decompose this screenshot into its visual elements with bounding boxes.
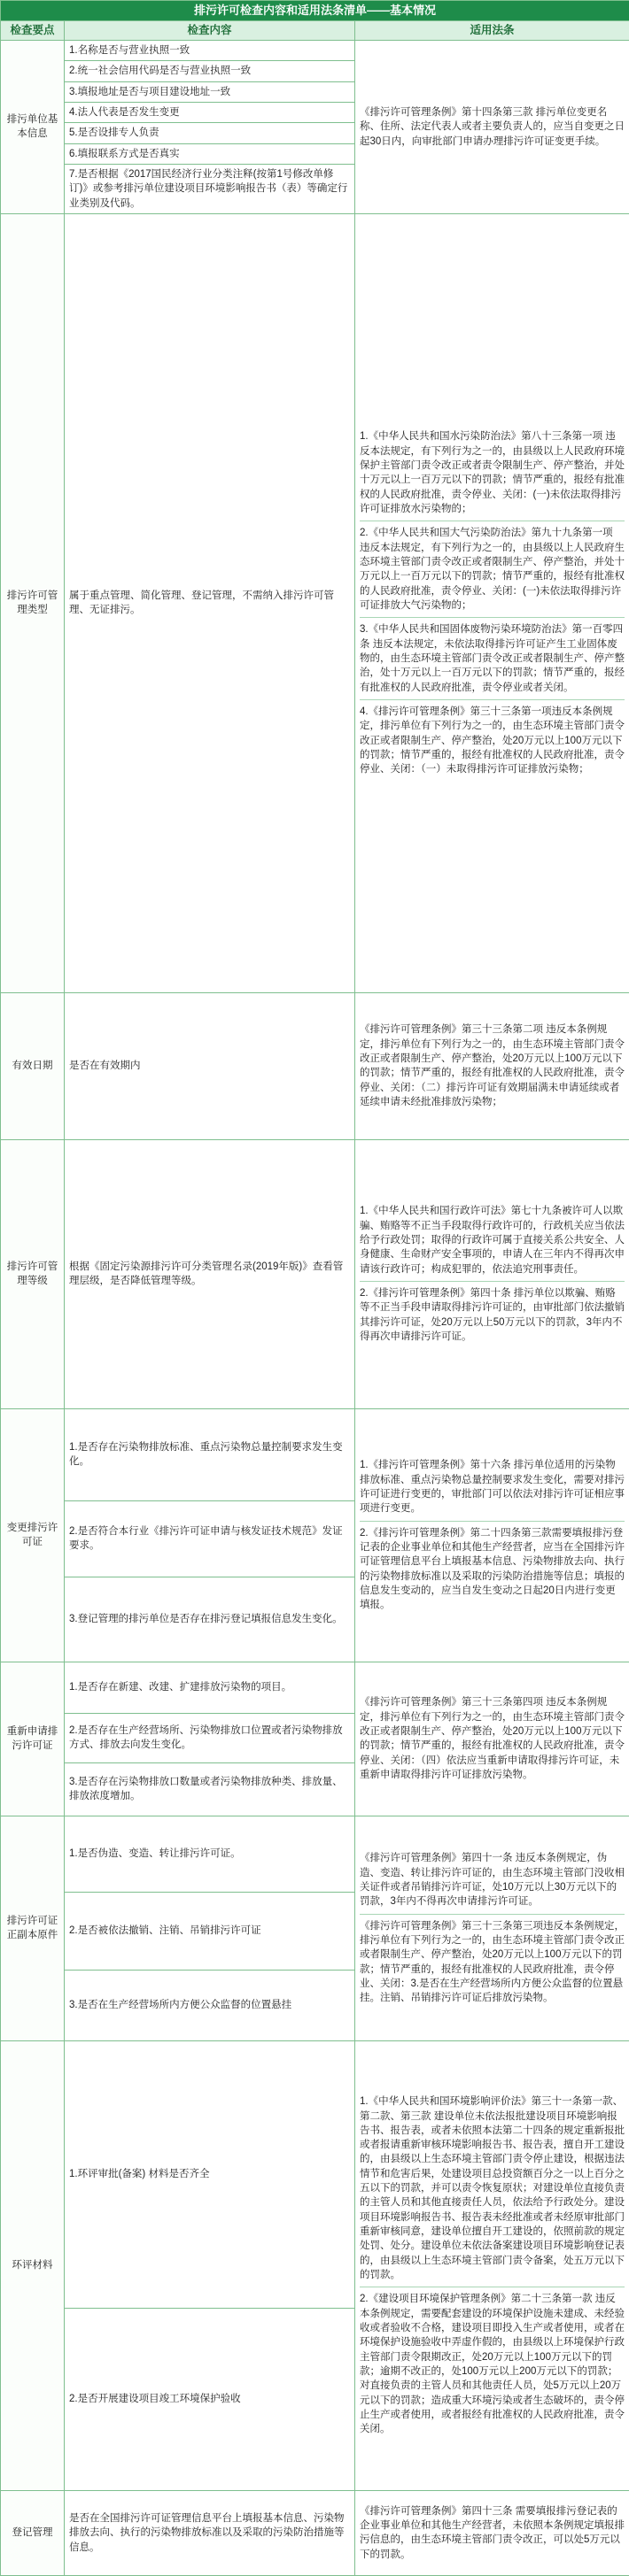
table-row <box>1 213 629 992</box>
table-row <box>1 1408 629 1500</box>
law-text: 《排污许可管理条例》第四十三条 需要填报排污登记表的企业事业单位和其他生产经营者，未依照本条例规定填报排污信息的，由生态环境主管部门责令改正，可以处5万元以下的罚款。 <box>360 2504 625 2562</box>
section-name: 排污许可证正副本原件 <box>1 1816 65 2040</box>
check-content: 1.名称是否与营业执照一致 <box>65 41 355 61</box>
check-content: 2.统一社会信用代码是否与营业执照一致 <box>65 61 355 81</box>
law-text: 1.《中华人民共和国水污染防治法》第八十三条第一项 违反本法规定，有下列行为之一的，由县级以上人民政府环境保护主管部门责令改正或者责令限制生产、停产整治，并处十万元以上一百万元以下的罚款；情节严重的，报经有批准权的人民政府批准，责令停业、关闭：(一)未依法取得排污许可证排放水污染物的； <box>360 429 625 516</box>
check-content: 2.是否符合本行业《排污许可证申请与核发证技术规范》发证要求。 <box>65 1500 355 1577</box>
law-text: 4.《排污许可管理条例》第三十三条第一项违反本条例规定，排污单位有下列行为之一的，由生态环境主管部门责令改正或者限制生产、停产整治，处20万元以上100万元以下的罚款；情节严重的，报经有批准权的人民政府批准，责令停业、关闭：（一）未取得排污许可证排放污染物； <box>360 699 625 777</box>
table-row <box>1 992 629 1139</box>
check-content: 6.填报联系方式是否真实 <box>65 143 355 164</box>
table-row <box>1 41 629 61</box>
section-name: 排污许可管理类型 <box>1 213 65 992</box>
header-law: 适用法条 <box>355 21 629 41</box>
law-text: 2.《中华人民共和国大气污染防治法》第九十九条第一项 违反本法规定，有下列行为之一的，由县级以上人民政府生态环境主管部门责令改正或者限制生产、停产整治，并处十万元以上一百万元以下的罚款；情节严重的，报经有批准权的人民政府批准，责令停业、关闭：(一)未依法取得排污许可证排放大气污染物的； <box>360 521 625 613</box>
section-name: 排污单位基本信息 <box>1 41 65 214</box>
check-content: 3.是否存在污染物排放口数量或者污染物排放种类、排放量、排放浓度增加。 <box>65 1762 355 1816</box>
law-text: 3.《中华人民共和国固体废物污染环境防治法》第一百零四条 违反本法规定，未依法取得排污许可证产生工业固体废物的，由生态环境主管部门责令改正或者限制生产、停产整治，处十万元以上一百万元以下的罚款；情节严重的，报经有批准权的人民政府批准，责令停业或者关闭。 <box>360 617 625 695</box>
law-text: 《排污许可管理条例》第三十三条第四项 违反本条例规定，排污单位有下列行为之一的，由生态环境主管部门责令改正或者限制生产、停产整治，处20万元以上100万元以下的罚款；情节严重的，报经有批准权的人民政府批准，责令停业、关闭：（四）依法应当重新申请取得排污许可证，未重新申请取得排污许可证排放污染物。 <box>360 1695 625 1782</box>
check-content: 2.是否开展建设项目竣工环境保护验收 <box>65 2308 355 2490</box>
law-text: 2.《排污许可管理条例》第二十四条第三款需要填报排污登记表的企业事业单位和其他生产经营者，应当在全国排污许可证管理信息平台上填报基本信息、污染物排放去向、执行的污染物排放标准以及采取的污染防治措施等信息；填报的信息发生变动的，应当自发生变动之日起20日内进行变更填报。 <box>360 1521 625 1613</box>
law-text: 2.《建设项目环境保护管理条例》第二十三条第一款 违反本条例规定，需要配套建设的环境保护设施未建成、未经验收或者验收不合格，建设项目即投入生产或者使用，或者在环境保护设施验收中弄虚作假的，由县级以上环境保护行政主管部门责令限期改正，处20万元以上100万元以下的罚款；逾期不改正的，处100万元以上200万元以下的罚款；对直接负责的主管人员和其他责任人员，处5万元以上20万元以下的罚款；造成重大环境污染或者生态破坏的，责令停止生产或者使用，或者报经有批准权的人民政府批准，责令关闭。 <box>360 2287 625 2436</box>
title-row <box>1 1 629 21</box>
table-row <box>1 1816 629 1892</box>
table-row <box>1 1662 629 1713</box>
check-content: 根据《固定污染源排污许可分类管理名录(2019年版)》查看管理层级，是否降低管理等级。 <box>65 1139 355 1408</box>
law-text: 1.《排污许可管理条例》第十六条 排污单位适用的污染物排放标准、重点污染物总量控制要求发生变化，需要对排污许可证进行变更的，审批部门可以依法对排污许可证相应事项进行变更。 <box>360 1458 625 1516</box>
check-content: 2.是否存在生产经营场所、污染物排放口位置或者污染物排放方式、排放去向发生变化。 <box>65 1713 355 1762</box>
section-name: 登记管理 <box>1 2490 65 2575</box>
section-name: 排污许可管理等级 <box>1 1139 65 1408</box>
check-content: 4.法人代表是否发生变更 <box>65 102 355 122</box>
check-content: 是否在全国排污许可证管理信息平台上填报基本信息、污染物排放去向、执行的污染物排放标准以及采取的污染防治措施等信息。 <box>65 2490 355 2575</box>
section-name: 变更排污许可证 <box>1 1408 65 1662</box>
check-content: 7.是否根据《2017国民经济行业分类注释(按第1号修改单修订)》或参考排污单位建设项目环境影响报告书（表）等确定行业类别及代码。 <box>65 164 355 213</box>
check-content: 1.环评审批(备案) 材料是否齐全 <box>65 2040 355 2308</box>
check-content: 1.是否伪造、变造、转让排污许可证。 <box>65 1816 355 1892</box>
law-cell <box>355 1662 629 1816</box>
law-cell <box>355 2040 629 2490</box>
table-title: 排污许可检查内容和适用法条清单——基本情况 <box>1 1 629 21</box>
check-content: 1.是否存在新建、改建、扩建排放污染物的项目。 <box>65 1662 355 1713</box>
law-cell <box>355 213 629 992</box>
law-text: 1.《中华人民共和国环境影响评价法》第三十一条第一款、第二款、第三款 建设单位未依法报批建设项目环境影响报告书、报告表，或者未依照本法第二十四条的规定重新报批或者报请重新审核环境影响报告书、报告表，擅自开工建设的，由县级以上生态环境主管部门责令停止建设，根据违法情节和危害后果，处建设项目总投资额百分之一以上百分之五以下的罚款，并可以责令恢复原状；对建设单位直接负责的主管人员和其他直接责任人员，依法给予行政处分。建设项目环境影响报告书、报告表未经批准或者未经原审批部门重新审核同意，建设单位擅自开工建设的，依照前款的规定处罚、处分。建设单位未依法备案建设项目环境影响登记表的，由县级以上生态环境主管部门责令备案，处五万元以下的罚款。 <box>360 2094 625 2282</box>
section-name: 重新申请排污许可证 <box>1 1662 65 1816</box>
table-row <box>1 2040 629 2308</box>
law-text: 1.《中华人民共和国行政许可法》第七十九条被许可人以欺骗、贿赂等不正当手段取得行政许可的，行政机关应当依法给予行政处罚；取得的行政许可属于直接关系公共安全、人身健康、生命财产安全事项的，申请人在三年内不得再次申请该行政许可；构成犯罪的，依法追究刑事责任。 <box>360 1204 625 1276</box>
section-name: 有效日期 <box>1 992 65 1139</box>
law-cell <box>355 1408 629 1662</box>
check-content: 1.是否存在污染物排放标准、重点污染物总量控制要求发生变化。 <box>65 1408 355 1500</box>
law-cell <box>355 992 629 1139</box>
section-name: 环评材料 <box>1 2040 65 2490</box>
law-text: 《排污许可管理条例》第三十三条第三项违反本条例规定，排污单位有下列行为之一的，由生态环境主管部门责令改正或者限制生产、停产整治，处20万元以上100万元以下的罚款；情节严重的，报经有批准权的人民政府批准，责令停业、关闭：3.是否在生产经营场所内方便公众监督的位置悬挂。注销、吊销排污许可证后排放污染物。 <box>360 1914 625 2006</box>
law-text: 2.《排污许可管理条例》第四十条 排污单位以欺骗、贿赂等不正当手段申请取得排污许可证的，由审批部门依法撤销其排污许可证，处20万元以上50万元以下的罚款，3年内不得再次申请排污许可证。 <box>360 1281 625 1344</box>
header-content: 检查内容 <box>65 21 355 41</box>
check-content: 5.是否设排专人负责 <box>65 123 355 143</box>
law-cell <box>355 2490 629 2575</box>
law-text: 《排污许可管理条例》第三十三条第二项 违反本条例规定，排污单位有下列行为之一的，由生态环境主管部门责令改正或者限制生产、停产整治，处20万元以上100万元以下的罚款；情节严重的，报经有批准权的人民政府批准，责令停业、关闭：（二）排污许可证有效期届满未申请延续或者延续申请未经批准排放污染物； <box>360 1022 625 1109</box>
law-cell <box>355 1139 629 1408</box>
table-row <box>1 1139 629 1408</box>
table-row <box>1 2490 629 2575</box>
law-cell <box>355 41 629 214</box>
check-content: 3.填报地址是否与项目建设地址一致 <box>65 81 355 102</box>
law-text: 《排污许可管理条例》第四十一条 违反本条例规定，伪造、变造、转让排污许可证的，由生态环境主管部门没收相关证件或者吊销排污许可证，处10万元以上30万元以下的罚款，3年内不得再次申请排污许可证。 <box>360 1851 625 1909</box>
check-content: 是否在有效期内 <box>65 992 355 1139</box>
check-content: 3.登记管理的排污单位是否存在排污登记填报信息发生变化。 <box>65 1577 355 1662</box>
check-content: 2.是否被依法撤销、注销、吊销排污许可证 <box>65 1892 355 1970</box>
check-content: 3.是否在生产经营场所内方便公众监督的位置悬挂 <box>65 1970 355 2040</box>
check-content: 属于重点管理、简化管理、登记管理，不需纳入排污许可管理、无证排污。 <box>65 213 355 992</box>
header-item: 检查要点 <box>1 21 65 41</box>
header-row <box>1 21 629 41</box>
law-text: 《排污许可管理条例》第十四条第三款 排污单位变更名称、住所、法定代表人或者主要负责人的，应当自变更之日起30日内，向审批部门申请办理排污许可证变更手续。 <box>360 105 625 149</box>
law-cell <box>355 1816 629 2040</box>
